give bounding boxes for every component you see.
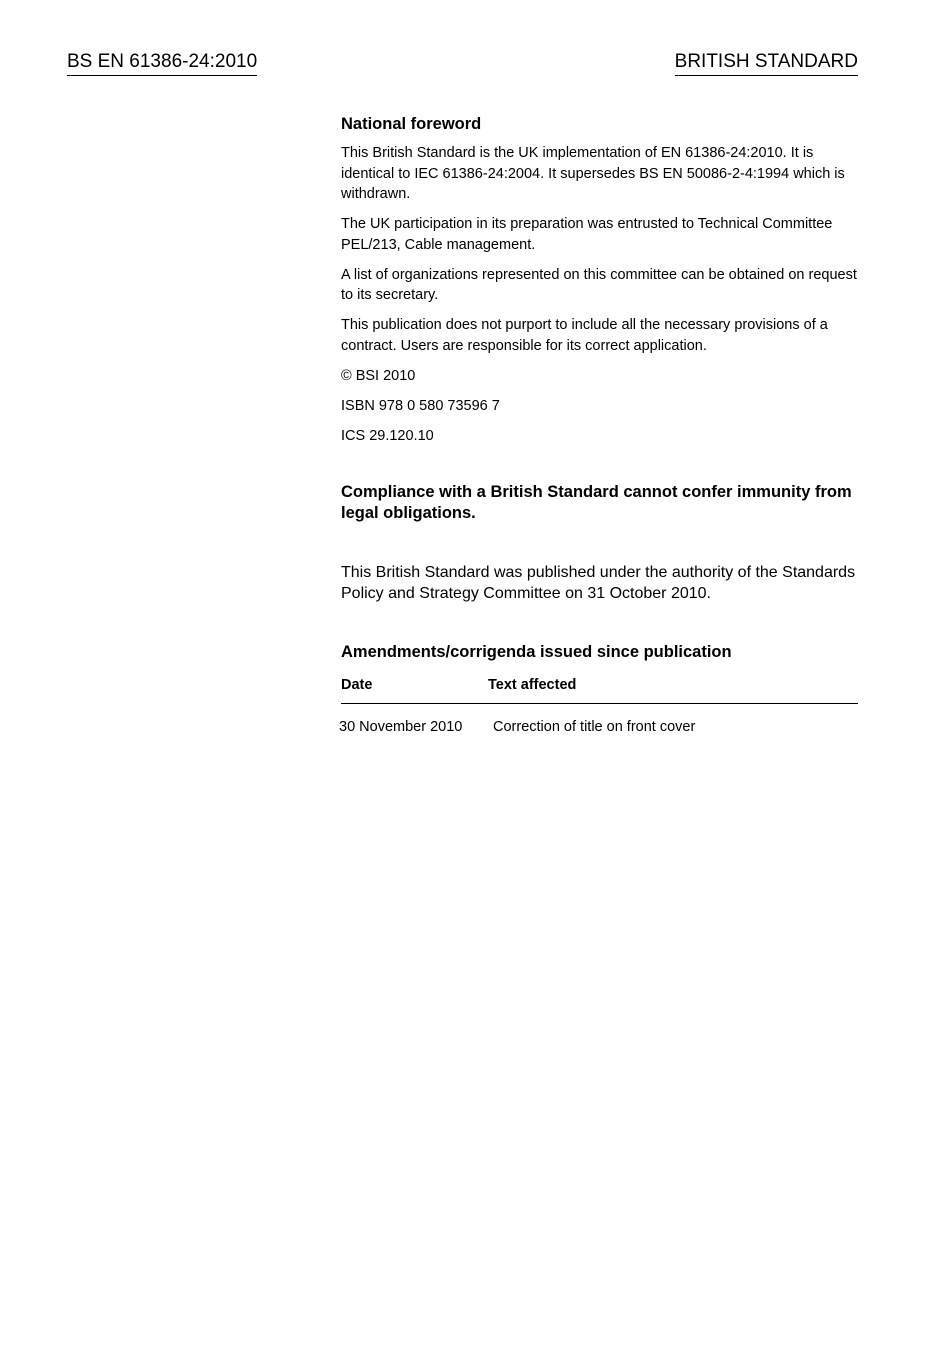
foreword-section [341, 113, 858, 737]
table-row [341, 704, 858, 738]
copyright-line: © BSI 2010 [341, 367, 416, 384]
authority-statement: This British Standard was published under the authority of the Standards Policy and Strategy Committee on 31 October 2010. [341, 564, 856, 602]
compliance-statement: Compliance with a British Standard cannot confer immunity from legal obligations. [341, 483, 852, 522]
foreword-paragraph-provisions: This publication does not purport to include all the necessary provisions of a contract. Users are responsible for its correct application. [341, 317, 828, 354]
column-header-date: Date [341, 675, 488, 704]
amendment-date: 30 November 2010 [339, 719, 463, 735]
foreword-paragraph-implementation: This British Standard is the UK implementation of EN 61386-24:2010. It is identical to IEC 61386-24:2004. It supersedes BS EN 50086-2-4:1994 which is withdrawn. [341, 145, 845, 202]
foreword-paragraph-committee: The UK participation in its preparation was entrusted to Technical Committee PEL/213, Cable management. [341, 216, 833, 253]
isbn-line: ISBN 978 0 580 73596 7 [341, 397, 500, 414]
document-code: BS EN 61386-24:2010 [67, 50, 257, 76]
amendments-heading: Amendments/corrigenda issued since publication [341, 643, 732, 661]
column-header-text-affected: Text affected [488, 675, 858, 704]
document-type-label: BRITISH STANDARD [675, 50, 858, 76]
amendments-table-header [341, 675, 858, 704]
amendment-text: Correction of title on front cover [493, 719, 696, 735]
foreword-heading: National foreword [341, 115, 482, 133]
foreword-paragraph-organizations: A list of organizations represented on this committee can be obtained on request to its secretary. [341, 266, 857, 303]
amendments-table [341, 675, 858, 737]
ics-line: ICS 29.120.10 [341, 427, 434, 444]
